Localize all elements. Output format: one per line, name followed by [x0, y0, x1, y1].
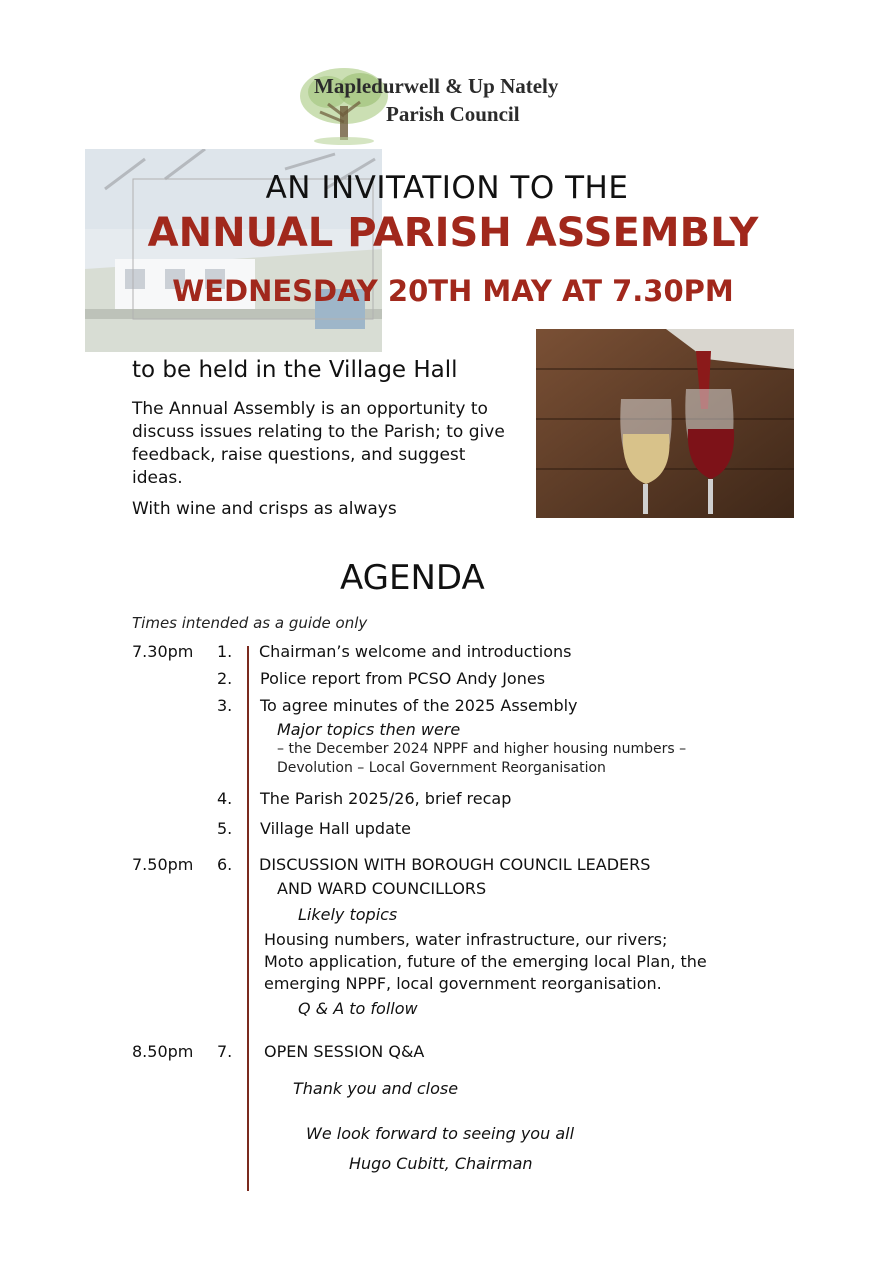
thanks-text: Thank you and close [293, 1079, 459, 1098]
agenda-item: To agree minutes of the 2025 Assembly [260, 696, 578, 715]
item-number: 3. [217, 696, 233, 715]
sub-heading: Major topics then were [277, 720, 461, 739]
agenda-item: Chairman’s welcome and introductions [259, 642, 572, 661]
venue-text: to be held in the Village Hall [132, 357, 458, 383]
item-number: 5. [217, 819, 233, 838]
time-slot: 7.50pm [132, 855, 194, 874]
topics-line: Moto application, future of the emerging local Plan, the [264, 952, 707, 971]
agenda-item-continued: AND WARD COUNCILLORS [277, 879, 487, 898]
agenda-item: OPEN SESSION Q&A [264, 1042, 425, 1061]
signature: Hugo Cubitt, Chairman [349, 1154, 533, 1173]
item-number: 1. [217, 642, 233, 661]
item-number: 6. [217, 855, 233, 874]
agenda-item: DISCUSSION WITH BOROUGH COUNCIL LEADERS [259, 855, 651, 874]
time-slot: 8.50pm [132, 1042, 194, 1061]
refreshments-text: With wine and crisps as always [132, 499, 397, 519]
item-number: 4. [217, 789, 233, 808]
item-number: 2. [217, 669, 233, 688]
topics-line: emerging NPPF, local government reorganisation. [264, 974, 662, 993]
agenda-item: Village Hall update [260, 819, 412, 838]
description-text: The Annual Assembly is an opportunity to discuss issues relating to the Parish; to give feedback, raise questions, and suggest ideas. [132, 399, 505, 488]
qa-note: Q & A to follow [298, 999, 418, 1018]
invitation-line: AN INVITATION TO THE [265, 170, 629, 206]
closing-text: We look forward to seeing you all [306, 1124, 575, 1143]
wine-glasses-photo [536, 329, 794, 518]
agenda-item: Police report from PCSO Andy Jones [260, 669, 546, 688]
logo-subtitle: Parish Council [386, 102, 520, 126]
agenda-item: The Parish 2025/26, brief recap [260, 789, 512, 808]
logo-title: Mapledurwell & Up Nately [314, 74, 559, 98]
item-number: 7. [217, 1042, 233, 1061]
topics-line: Housing numbers, water infrastructure, our rivers; [264, 930, 668, 949]
agenda-heading: AGENDA [340, 558, 485, 598]
time-slot: 7.30pm [132, 642, 194, 661]
event-date: WEDNESDAY 20TH MAY AT 7.30PM [172, 274, 734, 308]
sub-text: Devolution – Local Government Reorganisation [277, 760, 606, 776]
event-title: ANNUAL PARISH ASSEMBLY [147, 210, 759, 256]
guide-note: Times intended as a guide only [132, 614, 368, 632]
sub-text: – the December 2024 NPPF and higher housing numbers – [277, 741, 687, 757]
agenda-divider [247, 646, 249, 1191]
sub-heading: Likely topics [298, 905, 398, 924]
